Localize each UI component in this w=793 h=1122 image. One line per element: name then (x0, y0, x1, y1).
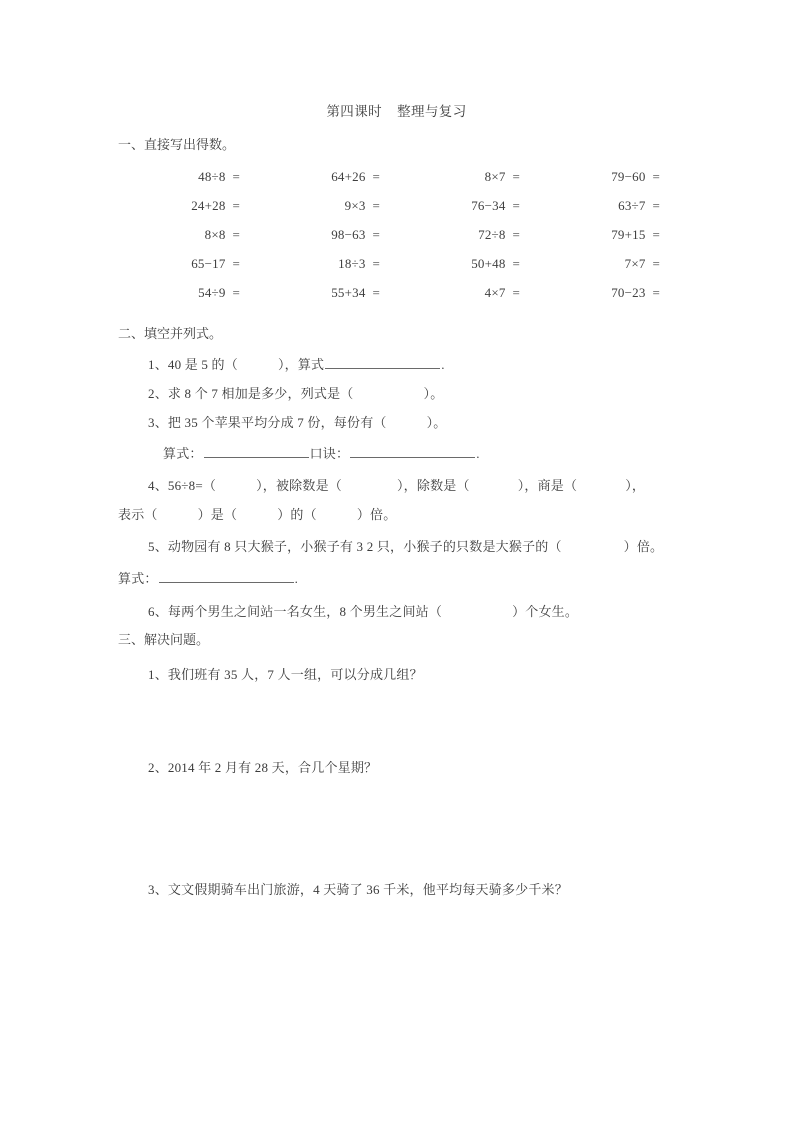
answer-blank[interactable] (204, 445, 309, 458)
calc-item: 79+15 = (611, 226, 660, 242)
table-row (118, 278, 678, 307)
fill-item-1-text-c: . (441, 357, 445, 372)
fill-item-3 (148, 412, 447, 431)
calc-item: 8×8 = (204, 226, 240, 242)
calc-item: 7×7 = (624, 255, 660, 271)
section-heading-two: 二、填空并列式。 (118, 326, 223, 341)
calc-item: 64+26 = (331, 168, 380, 184)
fill-item-5-text-b: ）倍。 (623, 539, 664, 554)
word-problem-3: 3、文文假期骑车出门旅游，4 天骑了 36 千米，他平均每天骑多少千米？ (148, 882, 568, 897)
answer-blank[interactable] (325, 356, 440, 369)
calc-item: 76−34 = (471, 197, 520, 213)
fill-item-5-text-a: 5、动物园有 8 只大猴子，小猴子有 3 2 只，小猴子的只数是大猴子的（ (148, 539, 562, 554)
fill-item-5-line2 (118, 568, 298, 587)
mnemonic-label: 口诀： (309, 446, 350, 461)
section-heading-one: 一、直接写出得数。 (118, 137, 236, 152)
calc-item: 63÷7 = (618, 197, 660, 213)
answer-blank[interactable] (159, 570, 294, 583)
fill-item-5-line2-end: . (294, 571, 299, 586)
table-row (118, 162, 678, 191)
calc-item: 50+48 = (471, 255, 520, 271)
fill-item-4 (148, 475, 645, 494)
calc-item: 18÷3 = (338, 255, 380, 271)
fill-item-6 (148, 601, 578, 620)
fill-item-2-text-a: 2、求 8 个 7 相加是多少，列式是（ (148, 386, 354, 401)
fill-item-5 (148, 536, 663, 555)
fill-item-6-text-a: 6、每两个男生之间站一名女生，8 个男生之间站（ (148, 604, 443, 619)
arithmetic-grid (118, 162, 678, 307)
fill-item-3-text-a: 3、把 35 个苹果平均分成 7 份，每份有（ (148, 415, 387, 430)
calc-item: 9×3 = (344, 197, 380, 213)
formula-label: 算式： (163, 446, 203, 461)
fill-item-1-text-b: ），算式 (277, 357, 325, 372)
fill-item-4-text-d: ），商是（ (517, 478, 578, 493)
fill-item-4-line2-c: ）的（ (277, 507, 317, 522)
fill-item-4-text-c: ），除数是（ (396, 478, 470, 493)
calc-item: 72÷8 = (478, 226, 520, 242)
section-heading-three: 三、解决问题。 (118, 632, 210, 647)
fill-item-4-text-e: ）， (625, 478, 646, 493)
fill-item-1-text-a: 1、40 是 5 的（ (148, 357, 238, 372)
calc-item: 65−17 = (191, 255, 240, 271)
calc-item: 4×7 = (484, 284, 520, 300)
calc-item: 48÷8 = (198, 168, 240, 184)
calc-item: 8×7 = (484, 168, 520, 184)
fill-item-4-line2-d: ）倍。 (356, 507, 397, 522)
calc-item: 54÷9 = (198, 284, 240, 300)
table-row (118, 191, 678, 220)
answer-blank[interactable] (350, 445, 475, 458)
table-row (118, 249, 678, 278)
calc-item: 98−63 = (331, 226, 380, 242)
calc-item: 70−23 = (611, 284, 660, 300)
table-row (118, 220, 678, 249)
fill-item-2 (148, 383, 443, 402)
word-problem-1: 1、我们班有 35 人，7 人一组，可以分成几组？ (148, 667, 423, 682)
calc-item: 79−60 = (611, 168, 660, 184)
fill-item-4-text-a: 4、56÷8=（ (148, 478, 217, 493)
fill-item-3-line2 (163, 443, 480, 462)
fill-item-3-line2-end: . (476, 446, 480, 461)
fill-item-4-line2 (118, 504, 396, 523)
fill-item-4-line2-a: 表示（ (118, 507, 158, 522)
fill-item-1 (148, 354, 445, 373)
page-title: 第四课时 整理与复习 (326, 104, 467, 119)
formula-label: 算式： (118, 571, 158, 586)
fill-item-2-text-b: ）。 (423, 386, 444, 401)
fill-item-4-text-b: ），被除数是（ (256, 478, 342, 493)
calc-item: 55+34 = (331, 284, 380, 300)
word-problem-2: 2、2014 年 2 月有 28 天，合几个星期？ (148, 760, 378, 775)
fill-item-3-text-b: ）。 (426, 415, 447, 430)
fill-item-6-text-b: ）个女生。 (512, 604, 579, 619)
fill-item-4-line2-b: ）是（ (197, 507, 238, 522)
calc-item: 24+28 = (191, 197, 240, 213)
